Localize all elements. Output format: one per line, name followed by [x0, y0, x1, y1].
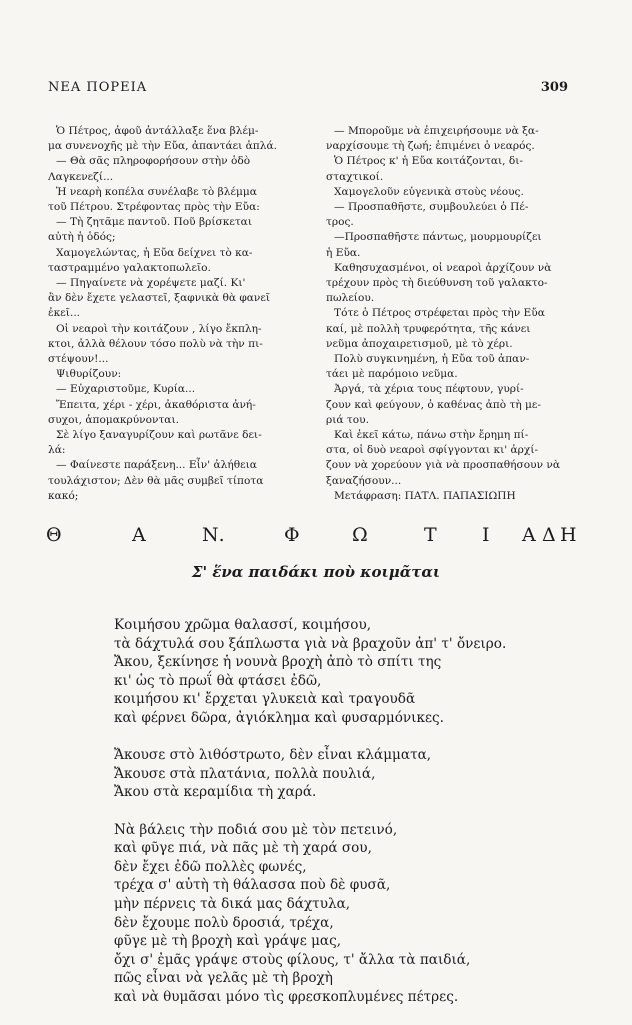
poem-line: Ἄκουσε στὸ λιθόστρωτο, δὲν εἶναι κλάμματα, — [114, 747, 432, 764]
author-letter: Ν. — [202, 524, 225, 546]
text-line: ζουν καὶ φεύγουν, ὁ καθένας ἀπὸ τὴ με- — [326, 398, 542, 411]
text-line: Ἀργά, τὰ χέρια τους πέφτουν, γυρί- — [334, 383, 524, 396]
text-line: — Μποροῦμε νὰ ἐπιχειρήσουμε νὰ ξα- — [334, 125, 539, 137]
text-line: Χαμογελοῦν εὐγενικὰ στοὺς νέους. — [334, 185, 524, 198]
poem-line: κοιμήσου κι' ἔρχεται γλυκειὰ καὶ τραγουδᾶ — [114, 691, 416, 708]
text-line: κακό; — [48, 489, 79, 502]
text-line: νεῦμα ἀποχαιρετισμοῦ, μὲ τὸ χέρι. — [326, 337, 513, 350]
poem-line: ὄχι σ' ἐμᾶς γράψε στοὺς φίλους, τ' ἄλλα τὰ παιδιά, — [114, 951, 471, 968]
text-line: — Πηγαίνετε νὰ χορέψετε μαζί. Κι' — [56, 277, 246, 290]
poem-line: Ἄκουσε στὰ πλατάνια, πολλὰ πουλιά, — [114, 765, 376, 782]
text-line: συχοι, ἀπομακρύνονται. — [48, 413, 179, 426]
text-line: Ἔπειτα, χέρι - χέρι, ἀκαθόριστα ἀνή- — [56, 398, 256, 411]
text-line: Λαγκενεζί... — [48, 170, 114, 183]
text-line: —Προσπαθῆστε πάντως, μουρμουρίζει — [334, 231, 542, 244]
poem-line: δὲν ἔχουμε πολὺ δροσιά, τρέχα, — [114, 914, 334, 931]
poem-line: Νὰ βάλεις τὴν ποδιά σου μὲ τὸν πετεινό, — [114, 821, 398, 838]
author-letter: Δ — [542, 524, 556, 546]
text-line: τοῦ Πέτρου. Στρέφοντας πρὸς τὴν Εὔα: — [48, 201, 260, 214]
author-letter: Η — [560, 524, 577, 546]
poem-line: κι' ὡς τὸ πρωΐ θὰ φτάσει ἐδῶ, — [114, 672, 322, 689]
text-line: τρος. — [326, 216, 354, 229]
poem-line: τρέχα σ' αὐτὴ τὴ θάλασσα ποὺ δὲ φυσᾶ, — [114, 877, 391, 894]
poem-line: καὶ φῦγε πιά, νὰ πᾶς μὲ τὴ χαρά σου, — [114, 840, 372, 857]
running-head: ΝΕΑ ΠΟΡΕΙΑ — [48, 80, 148, 95]
text-line: κτοι, ἀλλὰ θέλουν τόσο πολὺ νὰ τὴν πι- — [48, 337, 263, 350]
text-line: λά: — [48, 444, 66, 457]
translator-credit: Μετάφραση: ΠΑΤΛ. ΠΑΠΑΣΙΩΠΗ — [334, 489, 516, 502]
author-letter: Α — [522, 524, 536, 546]
text-line: — Εὐχαριστοῦμε, Κυρία... — [56, 383, 196, 396]
author-letter: Τ — [424, 524, 437, 546]
author-letter: Θ — [46, 524, 62, 546]
text-line: σταχτικοί. — [326, 170, 384, 183]
text-line: Καὶ ἐκεῖ κάτω, πάνω στὴν ἔρημη πί- — [334, 429, 529, 442]
poem-stanza — [114, 746, 506, 802]
text-line: πωλείου. — [326, 292, 375, 305]
text-line: Πολὺ συγκινημένη, ἡ Εὔα τοῦ ἀπαν- — [334, 353, 530, 366]
text-line: Ἡ νεαρὴ κοπέλα συνέλαβε τὸ βλέμμα — [56, 185, 257, 198]
poem-line: δὲν ἔχει ἐδῶ πολλὲς φωνές, — [114, 858, 307, 875]
text-line: ταστραμμένο γαλακτοπωλεῖο. — [48, 261, 211, 274]
text-line: ριά του. — [326, 413, 369, 426]
text-line: — Τὴ ζητᾶμε παντοῦ. Ποῦ βρίσκεται — [56, 216, 252, 229]
poem-line: καὶ φέρνει δῶρα, ἀγιόκλημα καὶ φυσαρμόνικες. — [114, 709, 444, 726]
text-line: Ψιθυρίζουν: — [56, 368, 122, 381]
text-line: Ὁ Πέτρος κ' ἡ Εὔα κοιτάζονται, δι- — [334, 155, 524, 168]
text-line: Σὲ λίγο ξαναγυρίζουν καὶ ρωτᾶνε δει- — [56, 429, 262, 442]
text-line: αὐτὴ ἡ ὁδός; — [48, 231, 116, 244]
text-line: στέψουν!... — [48, 353, 109, 366]
text-line: ξαναζήσουν... — [326, 474, 402, 487]
page-header — [48, 80, 568, 100]
author-letter: Α — [132, 524, 146, 546]
poem-line: Ἄκου, ξεκίνησε ἡ νουνὰ βροχὴ ἀπὸ τὸ σπίτι της — [114, 654, 442, 671]
text-line: Τότε ὁ Πέτρος στρέφεται πρὸς τὴν Εὔα — [334, 307, 545, 320]
poem-line: τὰ δάχτυλά σου ξάπλωστα γιὰ νὰ βραχοῦν ἀπ' τ' ὄνειρο. — [114, 635, 507, 652]
author-name-heading — [44, 524, 588, 550]
story-right-column — [326, 124, 570, 504]
page-number: 309 — [540, 80, 568, 95]
text-line: Καθησυχασμένοι, οἱ νεαροὶ ἀρχίζουν νὰ — [334, 261, 552, 274]
author-letter: Ι — [482, 524, 490, 546]
text-line: Οἱ νεαροὶ τὴν κοιτάζουν , λίγο ἔκπλη- — [56, 322, 262, 335]
text-line: τάει μὲ παρόμοιο νεῦμα. — [326, 368, 458, 381]
poem-stanza — [114, 821, 506, 1007]
poem-title: Σ' ἕνα παιδάκι ποὺ κοιμᾶται — [191, 563, 441, 581]
text-line: στα, οἱ δυὸ νεαροὶ σφίγγονται κι' ἀρχί- — [326, 444, 539, 457]
author-letter: Φ — [284, 524, 300, 546]
text-line: ἡ Εὔα. — [326, 246, 361, 259]
text-line: ζουν νὰ χορεύουν γιὰ νὰ προσπαθήσουν νὰ — [326, 459, 560, 472]
text-line: Χαμογελώντας, ἡ Εὔα δείχνει τὸ κα- — [56, 246, 253, 259]
poem-body — [114, 616, 506, 1025]
text-line: — Φαίνεστε παράξενη... Εἶν' ἀλήθεια — [56, 459, 257, 472]
poem-stanza — [114, 616, 506, 728]
text-line: τουλάχιστον; Δὲν θὰ μᾶς συμβεῖ τίποτα — [48, 474, 264, 487]
author-letter: Ω — [352, 524, 368, 546]
poem-line: μὴν πέρνεις τὰ δικά μας δάχτυλα, — [114, 895, 351, 912]
text-line: — Θὰ σᾶς πληροφορήσουν στὴν ὁδὸ — [56, 155, 251, 168]
poem-line: φῦγε μὲ τὴ βροχὴ καὶ γράψε μας, — [114, 933, 342, 950]
poem-line: πῶς εἶναι νὰ γελᾶς μὲ τὴ βροχὴ — [114, 970, 333, 987]
text-line: ἐκεῖ... — [48, 307, 81, 320]
poem-line: καὶ νὰ θυμᾶσαι μόνο τὶς φρεσκοπλυμένες πέτρες. — [114, 988, 459, 1005]
text-line: μα συνενοχῆς μὲ τὴν Εὔα, ἀπαντάει ἁπλά. — [48, 140, 277, 153]
poem-line: Ἄκου στὰ κεραμίδια τὴ χαρά. — [114, 784, 317, 801]
text-line: τρέχουν πρὸς τὴ διεύθυνση τοῦ γαλακτο- — [326, 277, 548, 290]
text-line: ἂν δὲν ἔχετε γελαστεῖ, ξαφνικὰ θὰ φανεῖ — [48, 292, 270, 305]
text-line: καί, μὲ πολλὴ τρυφερότητα, τῆς κάνει — [326, 322, 531, 335]
poem-line: Κοιμήσου χρῶμα θαλασσί, κοιμήσου, — [114, 617, 372, 633]
story-left-column — [48, 124, 306, 504]
text-line: ναρχίσουμε τὴ ζωή; ἐπιμένει ὁ νεαρός. — [326, 140, 535, 153]
text-line: — Προσπαθῆστε, συμβουλεύει ὁ Πέ- — [334, 201, 529, 214]
text-line: Ὁ Πέτρος, ἀφοῦ ἀντάλλαξε ἕνα βλέμ- — [56, 125, 259, 137]
